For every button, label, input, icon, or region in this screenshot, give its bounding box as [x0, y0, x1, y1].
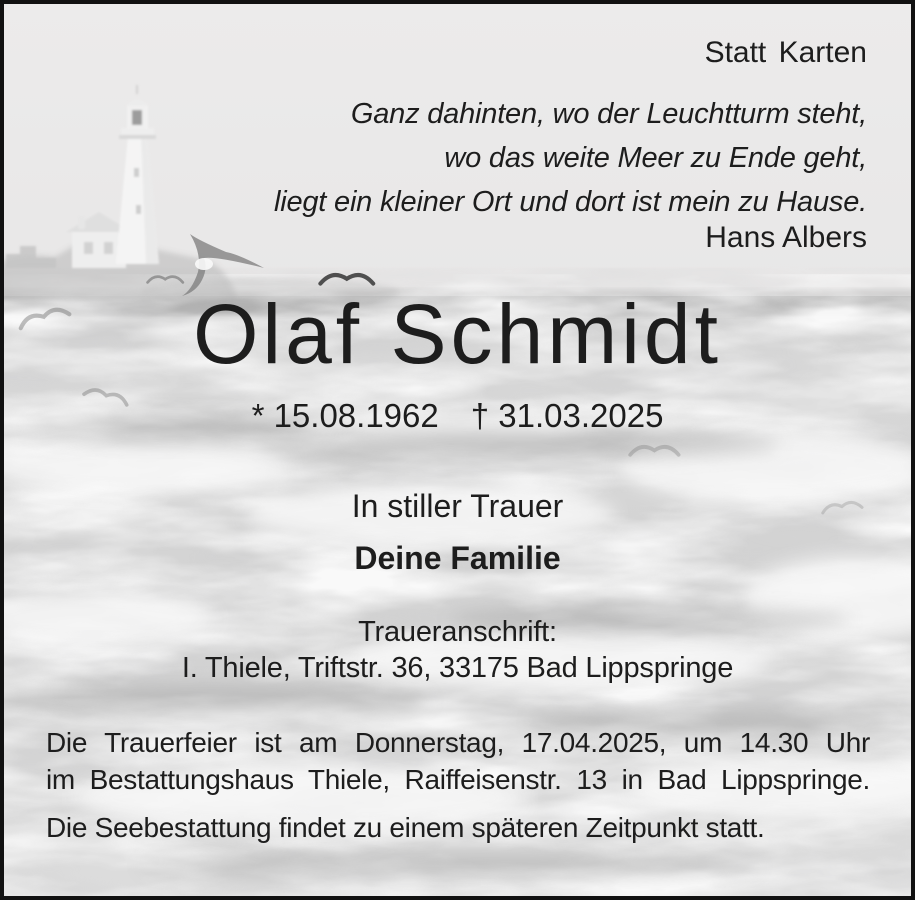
memorial-poem [274, 92, 867, 224]
poem-line: wo das weite Meer zu Ende geht, [444, 142, 867, 174]
statt-karten-note: Statt Karten [704, 36, 867, 69]
funeral-details-line: im Bestattungshaus Thiele, Raiffeisenstr. 13 in Bad Lippspringe. [46, 764, 870, 795]
family-signature: Deine Familie [354, 540, 561, 576]
deceased-name: Olaf Schmidt [193, 287, 722, 381]
poem-line: liegt ein kleiner Ort und dort ist mein zu Hause. [273, 186, 867, 218]
poem-author: Hans Albers [705, 221, 867, 254]
sea-burial-note: Die Seebestattung findet zu einem späteren Zeitpunkt statt. [46, 812, 765, 843]
funeral-details-line: Die Trauerfeier ist am Donnerstag, 17.04.2025, um 14.30 Uhr [46, 727, 870, 758]
mourning-phrase: In stiller Trauer [351, 488, 564, 524]
death-date: † 31.03.2025 [470, 397, 664, 434]
life-dates [4, 399, 911, 432]
mourning-address-label: Traueranschrift: [358, 616, 557, 648]
birth-date: * 15.08.1962 [251, 397, 439, 434]
funeral-details [46, 724, 870, 798]
mourning-address: I. Thiele, Triftstr. 36, 33175 Bad Lippspringe [181, 652, 734, 684]
poem-line: Ganz dahinten, wo der Leuchtturm steht, [350, 98, 867, 130]
